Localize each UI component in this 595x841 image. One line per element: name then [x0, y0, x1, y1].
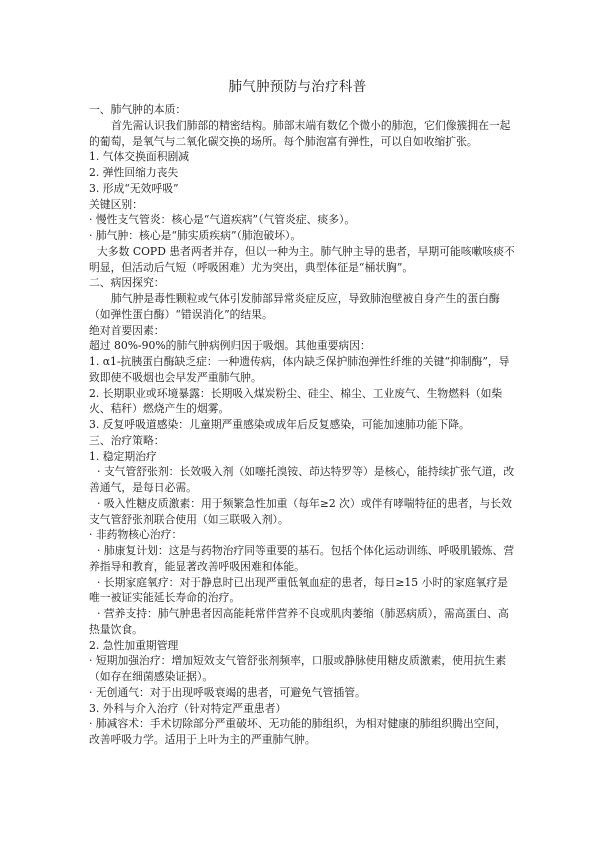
paragraph: 超过 80%-90%的肺气肿病例归因于吸烟。其他重要病因：: [89, 339, 371, 353]
document-title: 肺气肿预防与治疗科普: [228, 79, 367, 95]
paragraph: · 营养支持：肺气肿患者因高能耗常伴营养不良或肌肉萎缩（肺恶病质），需高蛋白、高热量饮食。: [89, 607, 509, 636]
paragraph: 3. 反复呼吸道感染：儿童期严重感染或成年后反复感染，可能加速肺功能下降。: [89, 418, 470, 431]
document-body: [89, 102, 516, 748]
paragraph: · 长期家庭氧疗：对于静息时已出现严重低氧血症的患者，每日≥15 小时的家庭氧疗是唯一被证实能延长寿命的治疗。: [89, 575, 508, 605]
paragraph: · 非药物核心治疗：: [89, 528, 183, 542]
paragraph: 大多数 COPD 患者两者并存，但以一种为主。肺气肿主导的患者，早期可能咳嗽咳痰不明显，但活动后气短（呼吸困难）尤为突出，典型体征是“桶状胸”。: [89, 244, 515, 274]
paragraph: · 短期加强治疗：增加短效支气管舒张剂频率，口服或静脉使用糖皮质激素，使用抗生素（如存在细菌感染证据）。: [89, 654, 507, 683]
paragraph: 1. α1-抗胰蛋白酶缺乏症：一种遗传病，体内缺乏保护肺泡弹性纤维的关键“抑制酶”，导致即使不吸烟也会早发严重肺气肿。: [89, 355, 510, 384]
paragraph: · 肺减容术：手术切除部分严重破坏、无功能的肺组织，为相对健康的肺组织腾出空间，改善呼吸力学。适用于上叶为主的严重肺气肿。: [89, 717, 507, 746]
paragraph: 三、治疗策略：: [89, 433, 165, 447]
paragraph: 二、病因探究：: [89, 276, 165, 290]
paragraph: 2. 急性加重期管理: [89, 638, 179, 652]
paragraph: 关键区别：: [89, 197, 143, 211]
paragraph: 2. 长期职业或环境暴露：长期吸入煤炭粉尘、硅尘、棉尘、工业废气、生物燃料（如柴火、秸秆）燃烧产生的烟雾。: [89, 386, 503, 416]
paragraph: 2. 弹性回缩力丧失: [89, 166, 179, 179]
paragraph: · 吸入性糖皮质激素：用于频繁急性加重（每年≥2 次）或伴有哮喘特征的患者，与长效支气管舒张剂联合使用（如三联吸入剂）。: [89, 496, 512, 526]
paragraph: 肺气肿是毒性颗粒或气体引发肺部异常炎症反应，导致肺泡壁被自身产生的蛋白酶（如弹性蛋白酶）“错误消化”的结果。: [89, 292, 500, 321]
paragraph: 1. 稳定期治疗: [89, 449, 157, 463]
paragraph: 绝对首要因素：: [89, 323, 165, 337]
paragraph: 3. 形成“无效呼吸”: [89, 181, 179, 195]
paragraph: 1. 气体交换面积剧减: [89, 150, 190, 164]
paragraph: · 肺气肿：核心是“肺实质疾病”（肺泡破坏）。: [89, 229, 302, 242]
paragraph: · 慢性支气管炎：核心是“气道疾病”（气管炎症、痰多）。: [89, 213, 356, 227]
paragraph: · 肺康复计划：这是与药物治疗同等重要的基石。包括个体化运动训练、呼吸肌锻炼、营养指导和教育，能显著改善呼吸困难和体能。: [89, 544, 515, 573]
paragraph: 3. 外科与介入治疗（针对特定严重患者）: [89, 701, 287, 715]
paragraph: 一、肺气肿的本质：: [89, 103, 187, 116]
paragraph: · 支气管舒张剂：长效吸入剂（如噻托溴铵、茚达特罗等）是核心，能持续扩张气道，改善通气，是每日必需。: [89, 465, 515, 494]
paragraph: 首先需认识我们肺部的精密结构。肺部末端有数亿个微小的肺泡，它们像簇拥在一起的葡萄，是氧气与二氧化碳交换的场所。每个肺泡富有弹性，可以自如收缩扩张。: [89, 118, 511, 148]
paragraph: · 无创通气：对于出现呼吸衰竭的患者，可避免气管插管。: [89, 685, 366, 699]
